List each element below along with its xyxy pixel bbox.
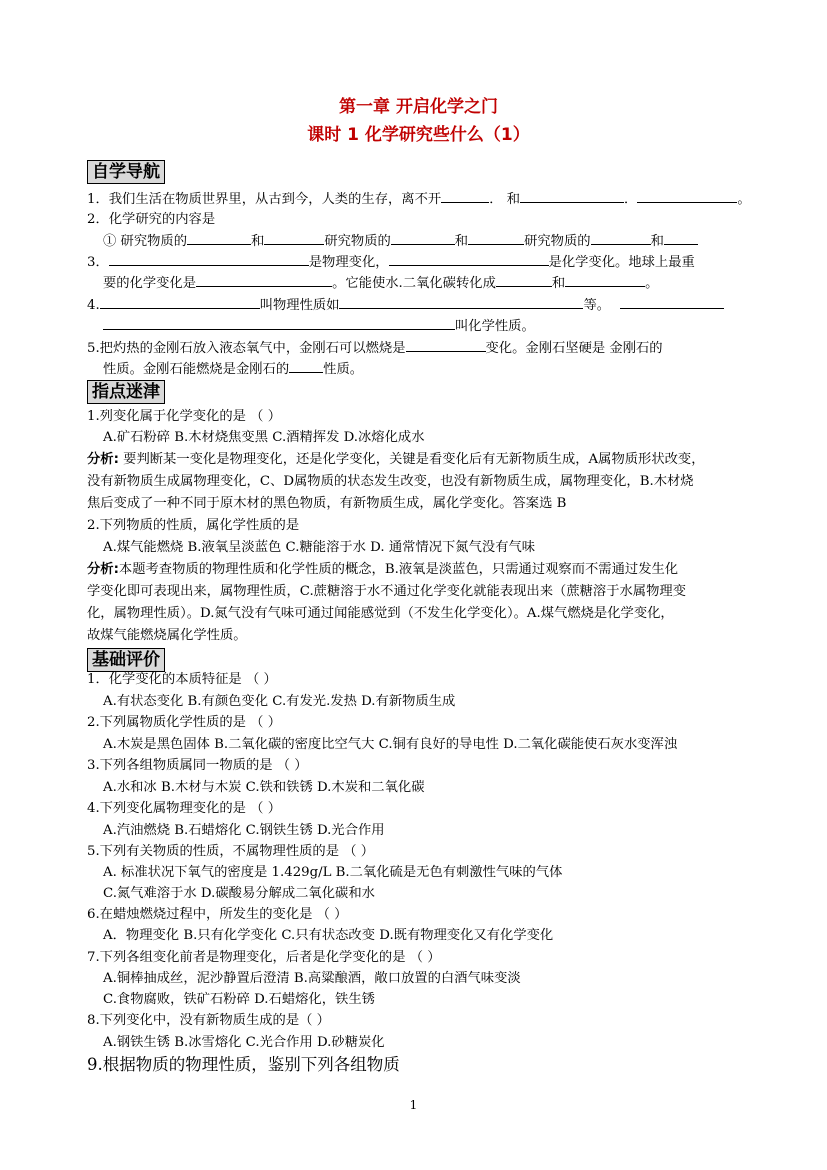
eval-q3: 3.下列各组物质属同一物质的是 （ ） (87, 758, 308, 773)
eval-q6: 6.在蜡烛燃烧过程中，所发生的变化是 （ ） (87, 907, 348, 922)
answer-blank[interactable] (468, 230, 524, 245)
answer-blank[interactable] (591, 230, 651, 245)
answer-blank[interactable] (391, 230, 455, 245)
self-study-q4: 4. 叫物理性质如 等。 (87, 294, 724, 316)
eval-q2: 2.下列属物质化学性质的是 （ ） (87, 715, 281, 730)
self-study-q2: 2．化学研究的内容是 (87, 212, 216, 227)
answer-blank[interactable] (565, 272, 645, 287)
guidance-q1: 1.列变化属于化学变化的是 （ ） (87, 409, 281, 424)
lesson-title: 课时 1 化学研究些什么（1） (307, 125, 530, 145)
answer-blank[interactable] (637, 188, 737, 203)
eval-q2-options: A.木炭是黑色固体 B.二氧化碳的密度比空气大 C.铜有良好的导电性 D.二氧化碳能使石灰水变浑浊 (103, 737, 678, 752)
answer-blank[interactable] (264, 230, 324, 245)
analysis-label: 分析: (87, 452, 119, 467)
answer-blank[interactable] (620, 294, 724, 309)
eval-q9: 9.根据物质的物理性质，鉴别下列各组物质 (87, 1055, 400, 1074)
answer-blank[interactable] (109, 251, 309, 266)
answer-blank[interactable] (441, 188, 489, 203)
eval-q5: 5.下列有关物质的性质，不属物理性质的是 （ ） (87, 844, 375, 859)
eval-q7-options-a: A.铜棒抽成丝，泥沙静置后澄清 B.高粱酿酒，敞口放置的白酒气味变淡 (103, 971, 521, 986)
answer-blank[interactable] (520, 188, 624, 203)
guidance-analysis-1-line3: 焦后变成了一种不同于原木材的黑色物质，有新物质生成，属化学变化。答案选 B (87, 496, 567, 511)
answer-blank[interactable] (389, 251, 549, 266)
answer-blank[interactable] (496, 272, 552, 287)
self-study-q5: 5.把灼热的金刚石放入液态氧气中，金刚石可以燃烧是 变化。金刚石坚硬是 金刚石的 (87, 337, 663, 359)
analysis-label: 分析: (87, 562, 119, 577)
answer-blank[interactable] (406, 337, 486, 352)
guidance-analysis-2: 分析:本题考查物质的物理性质和化学性质的概念，B.液氧是淡蓝色，只需通过观察而不需通过发生化 (87, 562, 679, 577)
section-heading-guidance: 指点迷津 (87, 380, 165, 404)
eval-q4-options: A.汽油燃烧 B.石蜡熔化 C.钢铁生锈 D.光合作用 (103, 823, 385, 838)
eval-q7: 7.下列各组变化前者是物理变化，后者是化学变化的是 （ ） (87, 950, 441, 965)
answer-blank[interactable] (100, 294, 260, 309)
eval-q6-options: A．物理变化 B.只有化学变化 C.只有状态改变 D.既有物理变化又有化学变化 (103, 928, 554, 943)
guidance-analysis-1-line2: 没有新物质生成属物理变化，C、D属物质的状态发生改变，也没有新物质生成，属物理变化，B.木材烧 (87, 474, 694, 489)
answer-blank[interactable] (339, 294, 583, 309)
guidance-analysis-2-line3: 化，属物理性质）。D.氮气没有气味可通过闻能感觉到（不发生化学变化）。A.煤气燃烧是化学变化， (87, 606, 674, 621)
chapter-title: 第一章 开启化学之门 (339, 97, 498, 117)
page-number: 1 (409, 1098, 418, 1112)
guidance-analysis-1: 分析: 要判断某一变化是物理变化，还是化学变化，关键是看变化后有无新物质生成，A属物质形状改变， (87, 452, 705, 467)
guidance-q1-options: A.矿石粉碎 B.木材烧焦变黑 C.酒精挥发 D.冰熔化成水 (103, 430, 425, 445)
answer-blank[interactable] (289, 358, 323, 373)
self-study-q3-cont: 要的化学变化是 。它能使水.二氧化碳转化成 和 。 (103, 272, 658, 294)
guidance-q2-options: A.煤气能燃烧 B.液氧呈淡蓝色 C.糖能溶于水 D. 通常情况下氮气没有气味 (103, 540, 536, 555)
guidance-analysis-2-line2: 学变化即可表现出来，属物理性质，C.蔗糖溶于水不通过化学变化就能表现出来（蔗糖溶于水属物理变 (87, 584, 686, 599)
section-heading-basic-eval: 基础评价 (87, 648, 165, 672)
eval-q5-options-a: A. 标准状况下氧气的密度是 1.429g/L B.二氧化硫是无色有刺激性气味的气体 (103, 865, 563, 880)
section-heading-self-study: 自学导航 (87, 160, 165, 184)
guidance-analysis-2-line4: 故煤气能燃烧属化学性质。 (87, 628, 247, 643)
answer-blank[interactable] (187, 230, 251, 245)
self-study-q5-cont: 性质。金刚石能燃烧是金刚石的 性质。 (103, 358, 363, 380)
eval-q8-options: A.钢铁生锈 B.冰雪熔化 C.光合作用 D.砂糖炭化 (103, 1035, 385, 1050)
eval-q8: 8.下列变化中，没有新物质生成的是（ ） (87, 1013, 330, 1028)
self-study-q2-line: ① 研究物质的 和 研究物质的 和 研究物质的 和 (103, 230, 698, 252)
self-study-q4-cont: 叫化学性质。 (103, 315, 535, 337)
eval-q1: 1．化学变化的本质特征是 （ ） (87, 672, 277, 687)
answer-blank[interactable] (196, 272, 332, 287)
eval-q1-options: A.有状态变化 B.有颜色变化 C.有发光.发热 D.有新物质生成 (103, 694, 456, 709)
self-study-q1: 1．我们生活在物质世界里，从古到今，人类的生存，离不开 ． 和 ． 。 (87, 188, 751, 210)
guidance-q2: 2.下列物质的性质，属化学性质的是 (87, 518, 300, 533)
eval-q4: 4.下列变化属物理变化的是 （ ） (87, 801, 281, 816)
eval-q3-options: A.水和冰 B.木材与木炭 C.铁和铁锈 D.木炭和二氧化碳 (103, 780, 425, 795)
eval-q7-options-b: C.食物腐败，铁矿石粉碎 D.石蜡熔化，铁生锈 (103, 992, 375, 1007)
eval-q5-options-b: C.氮气难溶于水 D.碳酸易分解成二氧化碳和水 (103, 886, 375, 901)
self-study-q3: 3． 是物理变化， 是化学变化。地球上最重 (87, 251, 695, 273)
answer-blank[interactable] (664, 230, 698, 245)
answer-blank[interactable] (103, 315, 455, 330)
